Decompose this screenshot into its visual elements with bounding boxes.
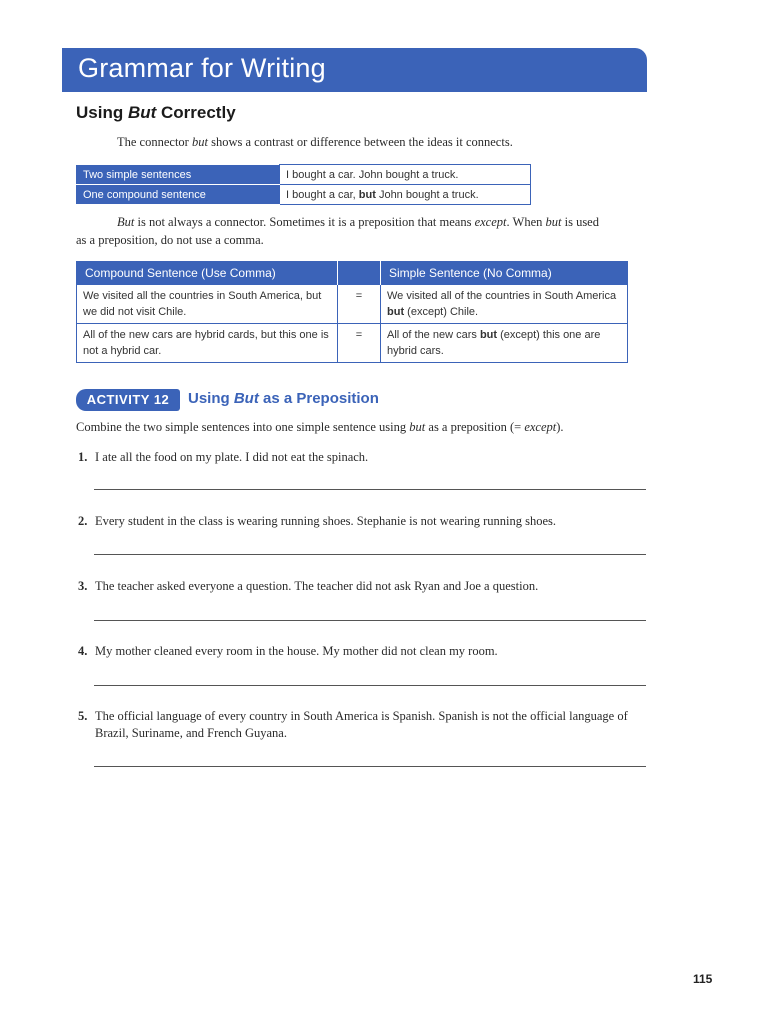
simple-bold: but — [479, 329, 498, 341]
simple-text: We visited all of the countries in South America — [387, 290, 617, 302]
simple-text-end: (except) Chile. — [404, 306, 479, 318]
section-heading — [76, 103, 236, 123]
table-row — [77, 165, 531, 185]
answer-line[interactable] — [94, 685, 646, 686]
item-number: 1. — [78, 450, 88, 464]
intro-text: The connector — [117, 135, 192, 149]
row-example — [280, 185, 531, 205]
para-text: . When — [506, 215, 546, 229]
heading-emphasis: But — [127, 103, 157, 122]
para-text: is used — [561, 215, 599, 229]
answer-line[interactable] — [94, 489, 646, 490]
intro-emphasis: but — [191, 135, 208, 149]
activity-badge: ACTIVITY 12 — [76, 389, 180, 411]
item-text: The teacher asked everyone a question. The teacher did not ask Ryan and Joe a question. — [95, 579, 539, 593]
equals-sign: = — [338, 324, 381, 363]
column-header-equals — [338, 262, 381, 285]
example-text: I bought a car, — [286, 188, 359, 201]
page-number: 115 — [693, 972, 713, 986]
simple-text: All of the new cars — [387, 329, 480, 341]
chapter-banner — [62, 48, 647, 92]
table-row — [77, 185, 531, 205]
column-header-compound: Compound Sentence (Use Comma) — [77, 262, 338, 285]
table-row — [77, 324, 628, 363]
item-number: 5. — [78, 709, 88, 723]
activity-instructions — [76, 419, 564, 436]
activity-title-text-end: as a Preposition — [258, 390, 379, 407]
table-header-row — [77, 262, 628, 285]
activity-title-text: Using — [188, 390, 234, 407]
item-text: I ate all the food on my plate. I did not eat the spinach. — [95, 450, 369, 464]
row-label: One compound sentence — [77, 185, 280, 205]
para-emphasis: except — [474, 215, 507, 229]
item-text: The official language of every country in South America is Spanish. Spanish is not the official language of Brazil, Suriname, and French Guyana. — [95, 709, 628, 740]
preposition-paragraph-line2: as a preposition, do not use a comma. — [76, 233, 264, 247]
example-text: I bought a car. John bought a truck. — [286, 168, 459, 181]
instr-text: as a preposition (= — [425, 420, 525, 434]
para-emphasis: but — [545, 215, 562, 229]
column-header-simple: Simple Sentence (No Comma) — [381, 262, 628, 285]
intro-text-end: shows a contrast or difference between the ideas it connects. — [207, 135, 513, 149]
banner-title: Grammar for Writing — [78, 53, 326, 83]
item-text: Every student in the class is wearing running shoes. Stephanie is not wearing running shoes. — [95, 514, 557, 528]
simple-example — [381, 324, 628, 363]
item-number: 2. — [78, 514, 88, 528]
instr-emphasis: except — [524, 420, 557, 434]
preposition-paragraph — [117, 214, 599, 231]
equals-sign: = — [338, 285, 381, 324]
sentence-comparison-table — [76, 164, 531, 205]
item-number: 3. — [78, 579, 88, 593]
compound-example: We visited all the countries in South America, but we did not visit Chile. — [77, 285, 338, 324]
item-number: 4. — [78, 644, 88, 658]
activity-title — [188, 390, 379, 407]
table-row — [77, 285, 628, 324]
row-label: Two simple sentences — [77, 165, 280, 185]
example-bold: but — [358, 188, 376, 201]
simple-text-end: (except) this one are hybrid cars. — [387, 329, 601, 357]
answer-line[interactable] — [94, 766, 646, 767]
example-text-end: John bought a truck. — [375, 188, 479, 201]
instr-text: Combine the two simple sentences into one simple sentence using — [76, 420, 410, 434]
answer-line[interactable] — [94, 620, 646, 621]
item-text: My mother cleaned every room in the house. My mother did not clean my room. — [95, 644, 498, 658]
comma-rule-table — [76, 261, 628, 363]
intro-paragraph — [117, 134, 513, 151]
para-emphasis: But — [117, 215, 135, 229]
simple-bold: but — [387, 306, 405, 318]
instr-emphasis: but — [409, 420, 426, 434]
activity-title-emphasis: But — [233, 390, 259, 407]
para-text: is not always a connector. Sometimes it is a preposition that means — [134, 215, 475, 229]
row-example — [280, 165, 531, 185]
compound-example: All of the new cars are hybrid cards, but this one is not a hybrid car. — [77, 324, 338, 363]
heading-text-end: Correctly — [156, 103, 236, 122]
heading-text: Using — [76, 103, 128, 122]
simple-example — [381, 285, 628, 324]
answer-line[interactable] — [94, 554, 646, 555]
instr-text-end: ). — [556, 420, 564, 434]
